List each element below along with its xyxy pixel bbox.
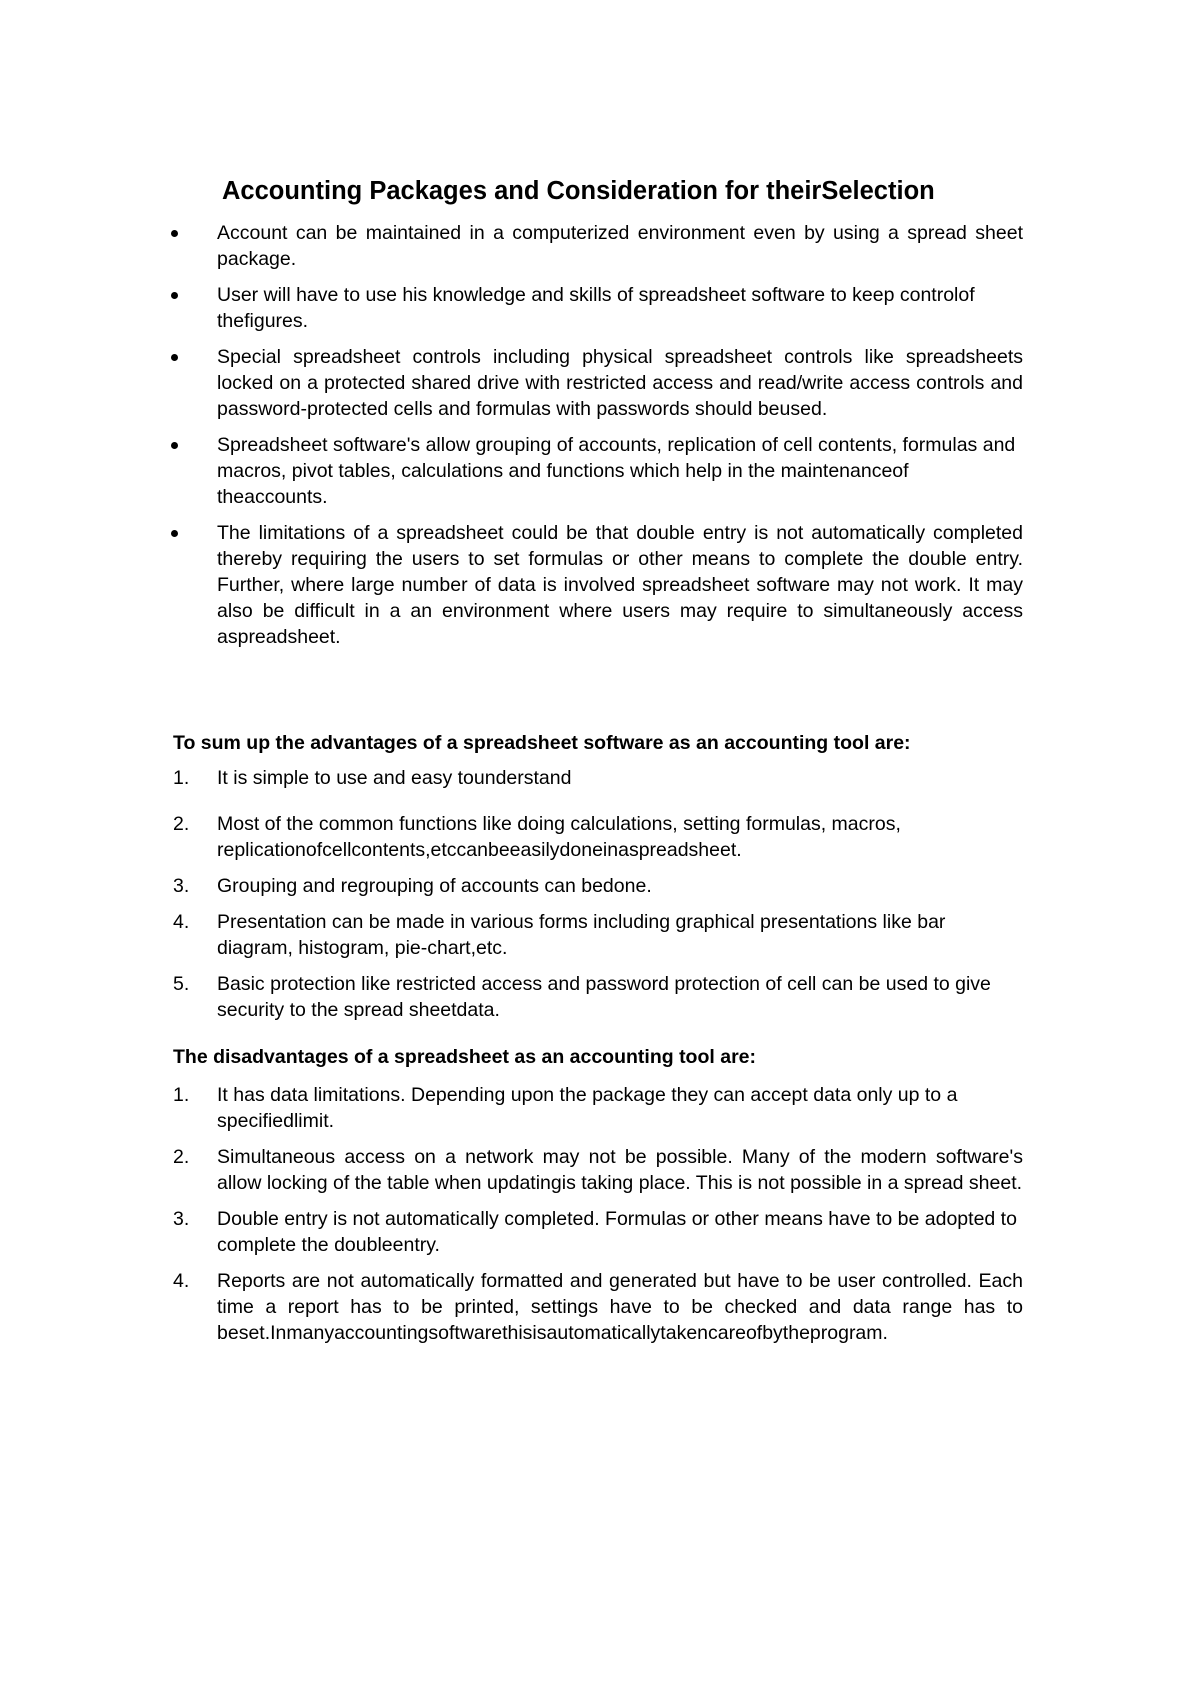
- item-number: 5.: [173, 973, 190, 995]
- list-item: [0, 1268, 1200, 1346]
- item-number: 2.: [173, 813, 190, 835]
- disadvantages-heading: The disadvantages of a spreadsheet as an accounting tool are:: [173, 1046, 756, 1068]
- disadvantages-list: [0, 1082, 1200, 1356]
- item-text-continuation: beset.Inmanyaccountingsoftwarethisisautomaticallytakencareofbytheprogram.: [217, 1322, 888, 1344]
- list-item: [0, 1206, 1200, 1258]
- advantages-list: [0, 765, 1200, 1033]
- list-item: [0, 344, 1200, 422]
- item-number: 4.: [173, 1270, 190, 1292]
- list-item: [0, 282, 1200, 334]
- list-item: [0, 220, 1200, 272]
- bullet-text: The limitations of a spreadsheet could be that double entry is not automatically completed thereby requiring the users to set formulas or other means to complete the double entry. Further, where large number of data is involved spreadsheet software may not work. It may also be difficult in a an environment where users may require to simultaneously access aspreadsheet.: [217, 522, 1023, 648]
- bullet-icon: [171, 230, 178, 237]
- item-text: Simultaneous access on a network may not be possible. Many of the modern software's allow locking of the table when updatingis taking place. This is not possible in a spread sheet.: [217, 1146, 1023, 1194]
- list-item: [0, 520, 1200, 650]
- bullet-icon: [171, 530, 178, 537]
- item-number: 3.: [173, 875, 190, 897]
- advantages-heading: To sum up the advantages of a spreadsheet software as an accounting tool are:: [173, 732, 911, 754]
- list-item: [0, 765, 1200, 791]
- list-item: [0, 873, 1200, 899]
- item-text: Grouping and regrouping of accounts can bedone.: [217, 875, 652, 897]
- bullet-icon: [171, 292, 178, 299]
- bullet-text: Spreadsheet software's allow grouping of accounts, replication of cell contents, formulas and macros, pivot tables, calculations and functions which help in the maintenanceof theaccounts.: [217, 434, 1016, 508]
- item-text: Most of the common functions like doing calculations, setting formulas, macros, replicationofcellcontents,etccanbeeasilydoneinaspreadsheet.: [217, 813, 901, 861]
- item-number: 3.: [173, 1208, 190, 1230]
- list-item: [0, 811, 1200, 863]
- list-item: [0, 1082, 1200, 1134]
- item-number: 1.: [173, 1084, 190, 1106]
- bullet-text: User will have to use his knowledge and skills of spreadsheet software to keep controlof thefigures.: [217, 284, 975, 332]
- item-number: 2.: [173, 1146, 190, 1168]
- list-item: [0, 909, 1200, 961]
- item-number: 1.: [173, 767, 190, 789]
- item-number: 4.: [173, 911, 190, 933]
- page-title: Accounting Packages and Consideration for theirSelection: [222, 177, 935, 205]
- item-text: Reports are not automatically formatted and generated but have to be user controlled. Each time a report has to be printed, settings have to be checked and data range has to: [217, 1270, 1023, 1318]
- bullet-icon: [171, 354, 178, 361]
- item-text: Presentation can be made in various forms including graphical presentations like bar diagram, histogram, pie-chart,etc.: [217, 911, 946, 959]
- item-text: It has data limitations. Depending upon the package they can accept data only up to a specifiedlimit.: [217, 1084, 958, 1132]
- item-text: Double entry is not automatically completed. Formulas or other means have to be adopted to complete the doubleentry.: [217, 1208, 1017, 1256]
- bullet-text: Special spreadsheet controls including physical spreadsheet controls like spreadsheets locked on a protected shared drive with restricted access and read/write access controls and password-protected cells and formulas with passwords should beused.: [217, 346, 1023, 420]
- item-text: It is simple to use and easy tounderstand: [217, 767, 572, 789]
- list-item: [0, 971, 1200, 1023]
- list-item: [0, 432, 1200, 510]
- item-text: Basic protection like restricted access and password protection of cell can be used to give security to the spread sheetdata.: [217, 973, 991, 1021]
- list-item: [0, 1144, 1200, 1196]
- bullet-icon: [171, 442, 178, 449]
- bullet-text: Account can be maintained in a computerized environment even by using a spread sheet package.: [217, 222, 1023, 270]
- bullet-list: [0, 220, 1200, 660]
